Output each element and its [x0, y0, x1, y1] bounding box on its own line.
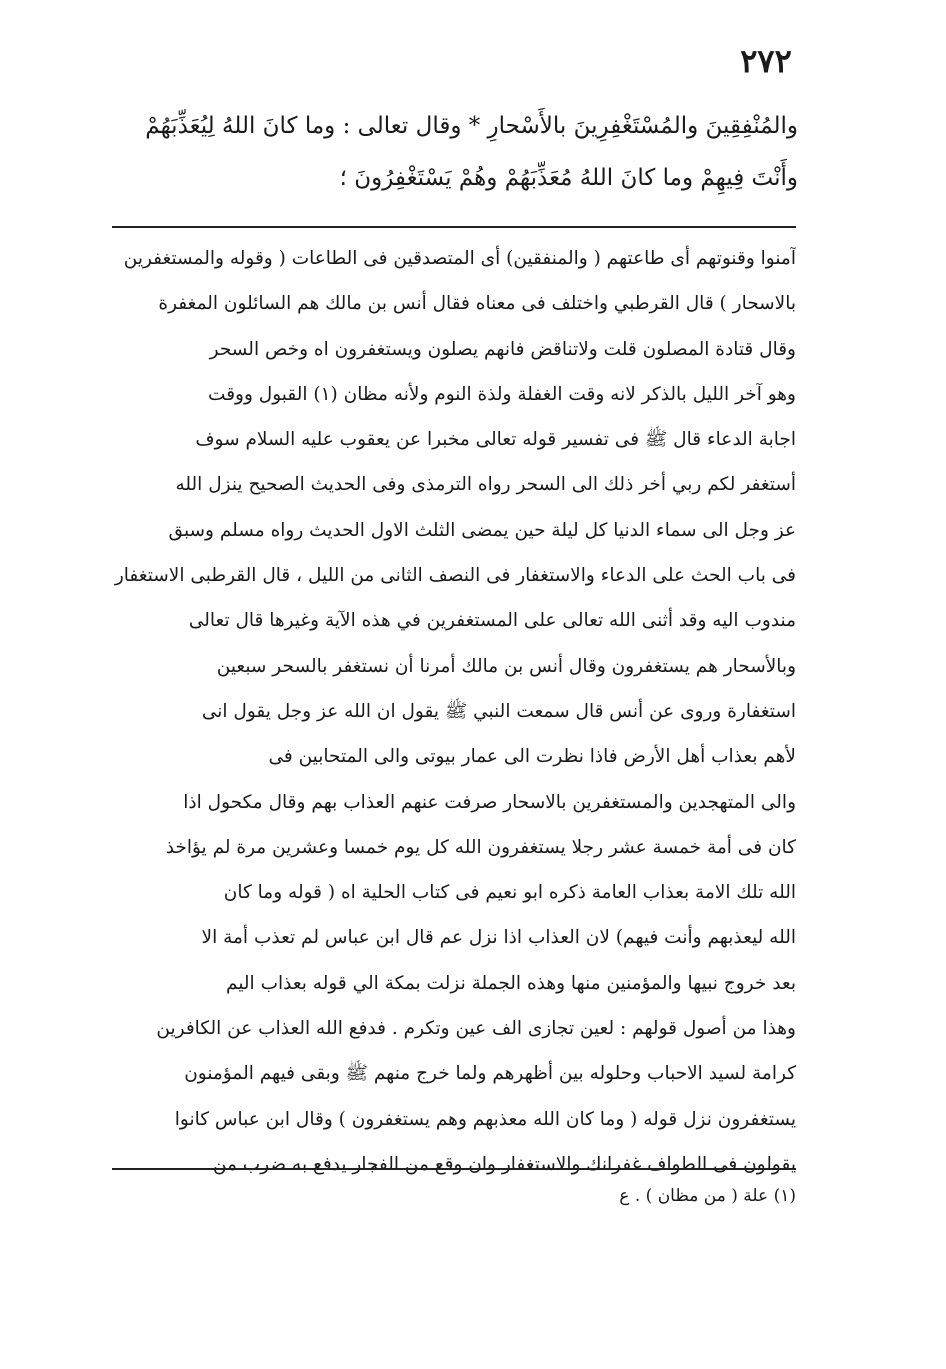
commentary-line: لأهم بعذاب أهل الأرض فاذا نظرت الى عمار بيوتى والى المتحابين فى — [268, 746, 796, 768]
commentary-line: وهذا من أصول قولهم : لعين تجازى الف عين وتكرم . فدفع الله العذاب عن الكافرين — [156, 1018, 796, 1040]
page-number: ٢٧٢ — [740, 42, 792, 80]
footnote-divider — [112, 1168, 796, 1170]
commentary-line: كرامة لسيد الاحباب وحلوله بين أظهرهم ولما خرج منهم ﷺ وبقى فيهم المؤمنون — [184, 1063, 796, 1085]
verse-line: وأَنْتَ فِيهِمْ وما كانَ اللهُ مُعَذِّبَهُمْ وهُمْ يَسْتَغْفِرُونَ ؛ — [339, 165, 798, 191]
commentary-line: وقال قتادة المصلون قلت ولاتناقض فانهم يصلون ويستغفرون اه وخص السحر — [209, 338, 796, 360]
commentary-line: أستغفر لكم ربي أخر ذلك الى السحر رواه الترمذى وفى الحديث الصحيح ينزل الله — [175, 474, 796, 496]
quran-verse-block — [110, 100, 798, 204]
commentary-line: بعد خروج نبيها والمؤمنين منها وهذه الجملة نزلت بمكة الي قوله بعذاب اليم — [226, 972, 796, 994]
commentary-line: يستغفرون نزل قوله ( وما كان الله معذبهم وهم يستغفرون ) وقال ابن عباس كانوا — [174, 1108, 796, 1130]
commentary-line: الله ليعذبهم وأنت فيهم) لان العذاب اذا نزل عم قال ابن عباس لم تعذب أمة الا — [201, 927, 796, 949]
commentary-block — [112, 236, 796, 1187]
commentary-line: كان فى أمة خمسة عشر رجلا يستغفرون الله كل يوم خمسا وعشرين مرة لم يؤاخذ — [165, 836, 796, 858]
commentary-line: اجابة الدعاء قال ﷺ فى تفسير قوله تعالى مخبرا عن يعقوب عليه السلام سوف — [195, 429, 796, 451]
commentary-line: عز وجل الى سماء الدنيا كل ليلة حين يمضى الثلث الاول الحديث رواه مسلم وسبق — [168, 519, 796, 541]
footnote: (١) علة ( من مظان ) . ع — [619, 1186, 796, 1206]
commentary-line: فى باب الحث على الدعاء والاستغفار فى النصف الثانى من الليل ، قال القرطبى الاستغفار — [114, 565, 796, 587]
header-divider — [112, 226, 796, 228]
verse-line: والمُنْفِقِينَ والمُسْتَغْفِرِينَ بالأَسْحارِ * وقال تعالى : وما كانَ اللهُ لِيُعَذِّبَهُمْ — [145, 113, 798, 139]
commentary-line: والى المتهجدين والمستغفرين بالاسحار صرفت عنهم العذاب بهم وقال مكحول اذا — [183, 791, 796, 813]
commentary-line: بالاسحار ) قال القرطبي واختلف فى معناه فقال أنس بن مالك هم السائلون المغفرة — [158, 293, 796, 315]
commentary-line: وبالأسحار هم يستغفرون وقال أنس بن مالك أمرنا أن نستغفر بالسحر سبعين — [216, 655, 796, 677]
commentary-line: وهو آخر الليل بالذكر لانه وقت الغفلة ولذة النوم ولأنه مظان (١) القبول ووقت — [208, 383, 796, 405]
commentary-line: آمنوا وقنوتهم أى طاعتهم ( والمنفقين) أى المتصدقين فى الطاعات ( وقوله والمستغفرين — [123, 248, 796, 269]
commentary-line: الله تلك الامة بعذاب العامة ذكره ابو نعيم فى كتاب الحلية اه ( قوله وما كان — [223, 882, 796, 904]
commentary-line: يقولون فى الطواف غفرانك والاستغفار وان وقع من الفجار يدفع به ضرب من — [212, 1153, 796, 1175]
commentary-line: استغفارة وروى عن أنس قال سمعت النبي ﷺ يقول ان الله عز وجل يقول انى — [201, 700, 796, 722]
commentary-line: مندوب اليه وقد أثنى الله تعالى على المستغفرين في هذه الآية وغيرها قال تعالى — [188, 610, 796, 632]
